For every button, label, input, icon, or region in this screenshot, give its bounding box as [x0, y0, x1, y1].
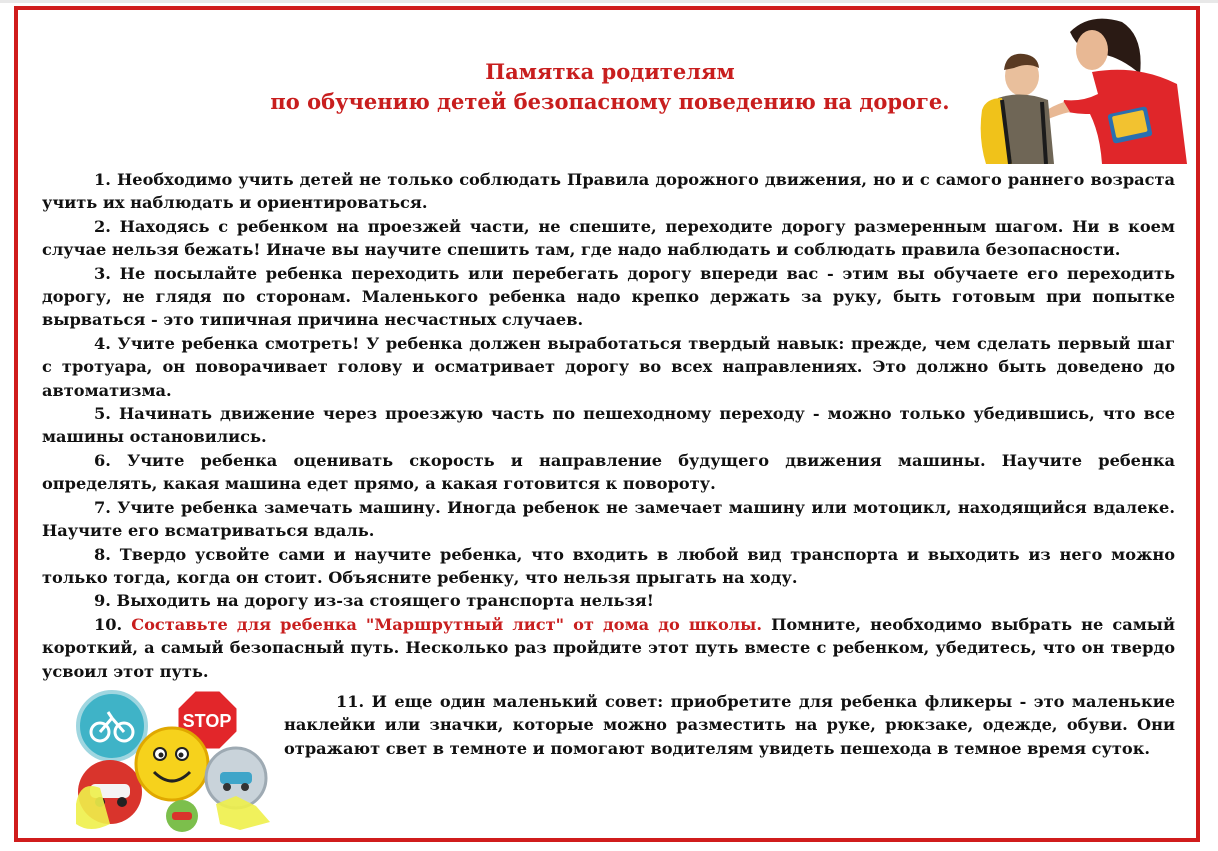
rule-10-highlight: Составьте для ребенка "Маршрутный лист" от дома до школы.	[131, 614, 763, 634]
rule-3: 3. Не посылайте ребенка переходить или перебегать дорогу впереди вас - этим вы обучаете его переходить дорогу, не глядя по сторонам. Маленького ребенка надо крепко держать за руку, быть готовым при попытке вырваться - это типичная причина несчастных случаев.	[42, 263, 1175, 330]
rule-8: 8. Твердо усвойте сами и научите ребенка, что входить в любой вид транспорта и выходить из него можно только тогда, когда он стоит. Объясните ребенку, что нельзя прыгать на ходу.	[42, 544, 1175, 587]
top-edge-line	[0, 0, 1218, 3]
rule-7: 7. Учите ребенка замечать машину. Иногда ребенок не замечает машину или мотоцикл, находящийся вдалеке. Научите его всматриваться вдаль.	[42, 497, 1175, 541]
rule-10-rest: Помните, необходимо выбрать не самый короткий, а самый безопасный путь. Несколько раз пройдите этот путь вместе с ребенком, убедитесь, что он твердо усвоил этот путь.	[42, 614, 1175, 681]
rule-9: 9. Выходить на дорогу из-за стоящего транспорта нельзя!	[94, 591, 654, 611]
rule-4: 4. Учите ребенка смотреть! У ребенка должен выработаться твердый навык: прежде, чем сделать первый шаг с тротуара, он поворачивает голову и осматривает дорогу во всех направлениях. Это должно быть доведено до автоматизма.	[42, 333, 1175, 400]
rule-2: 2. Находясь с ребенком на проезжей части, не спешите, переходите дорогу размеренным шагом. Ни в коем случае нельзя бежать! Иначе вы научите спешить там, где надо наблюдать и соблюдать правила безопасности.	[42, 216, 1175, 260]
main-text	[42, 168, 1175, 683]
title-line-2: по обучению детей безопасному поведению на дороге.	[270, 89, 950, 114]
rule-5: 5. Начинать движение через проезжую часть по пешеходному переходу - можно только убедившись, что все машины остановились.	[42, 404, 1175, 447]
rule-10-number: 10.	[94, 614, 123, 634]
title-line-1: Памятка родителям	[485, 59, 735, 84]
page-title	[220, 57, 1000, 117]
flickers-illustration	[70, 684, 280, 834]
rule-11: 11. И еще один маленький совет: приобретите для ребенка фликеры - это маленькие наклейки или значки, которые можно разместить на руке, рюкзаке, одежде, обуви. Они отражают свет в темноте и помогают водителям увидеть пешехода в темное время суток.	[284, 692, 1175, 758]
rule-1: 1. Необходимо учить детей не только соблюдать Правила дорожного движения, но и с самого раннего возраста учить их наблюдать и ориентироваться.	[42, 170, 1175, 213]
rule-10	[42, 613, 1175, 683]
stop-sign-label: STOP	[182, 711, 232, 731]
rule-6: 6. Учите ребенка оценивать скорость и направление будущего движения машины. Научите ребенка определять, какая машина едет прямо, а какая готовится к повороту.	[42, 450, 1175, 494]
mother-child-illustration	[972, 14, 1192, 164]
